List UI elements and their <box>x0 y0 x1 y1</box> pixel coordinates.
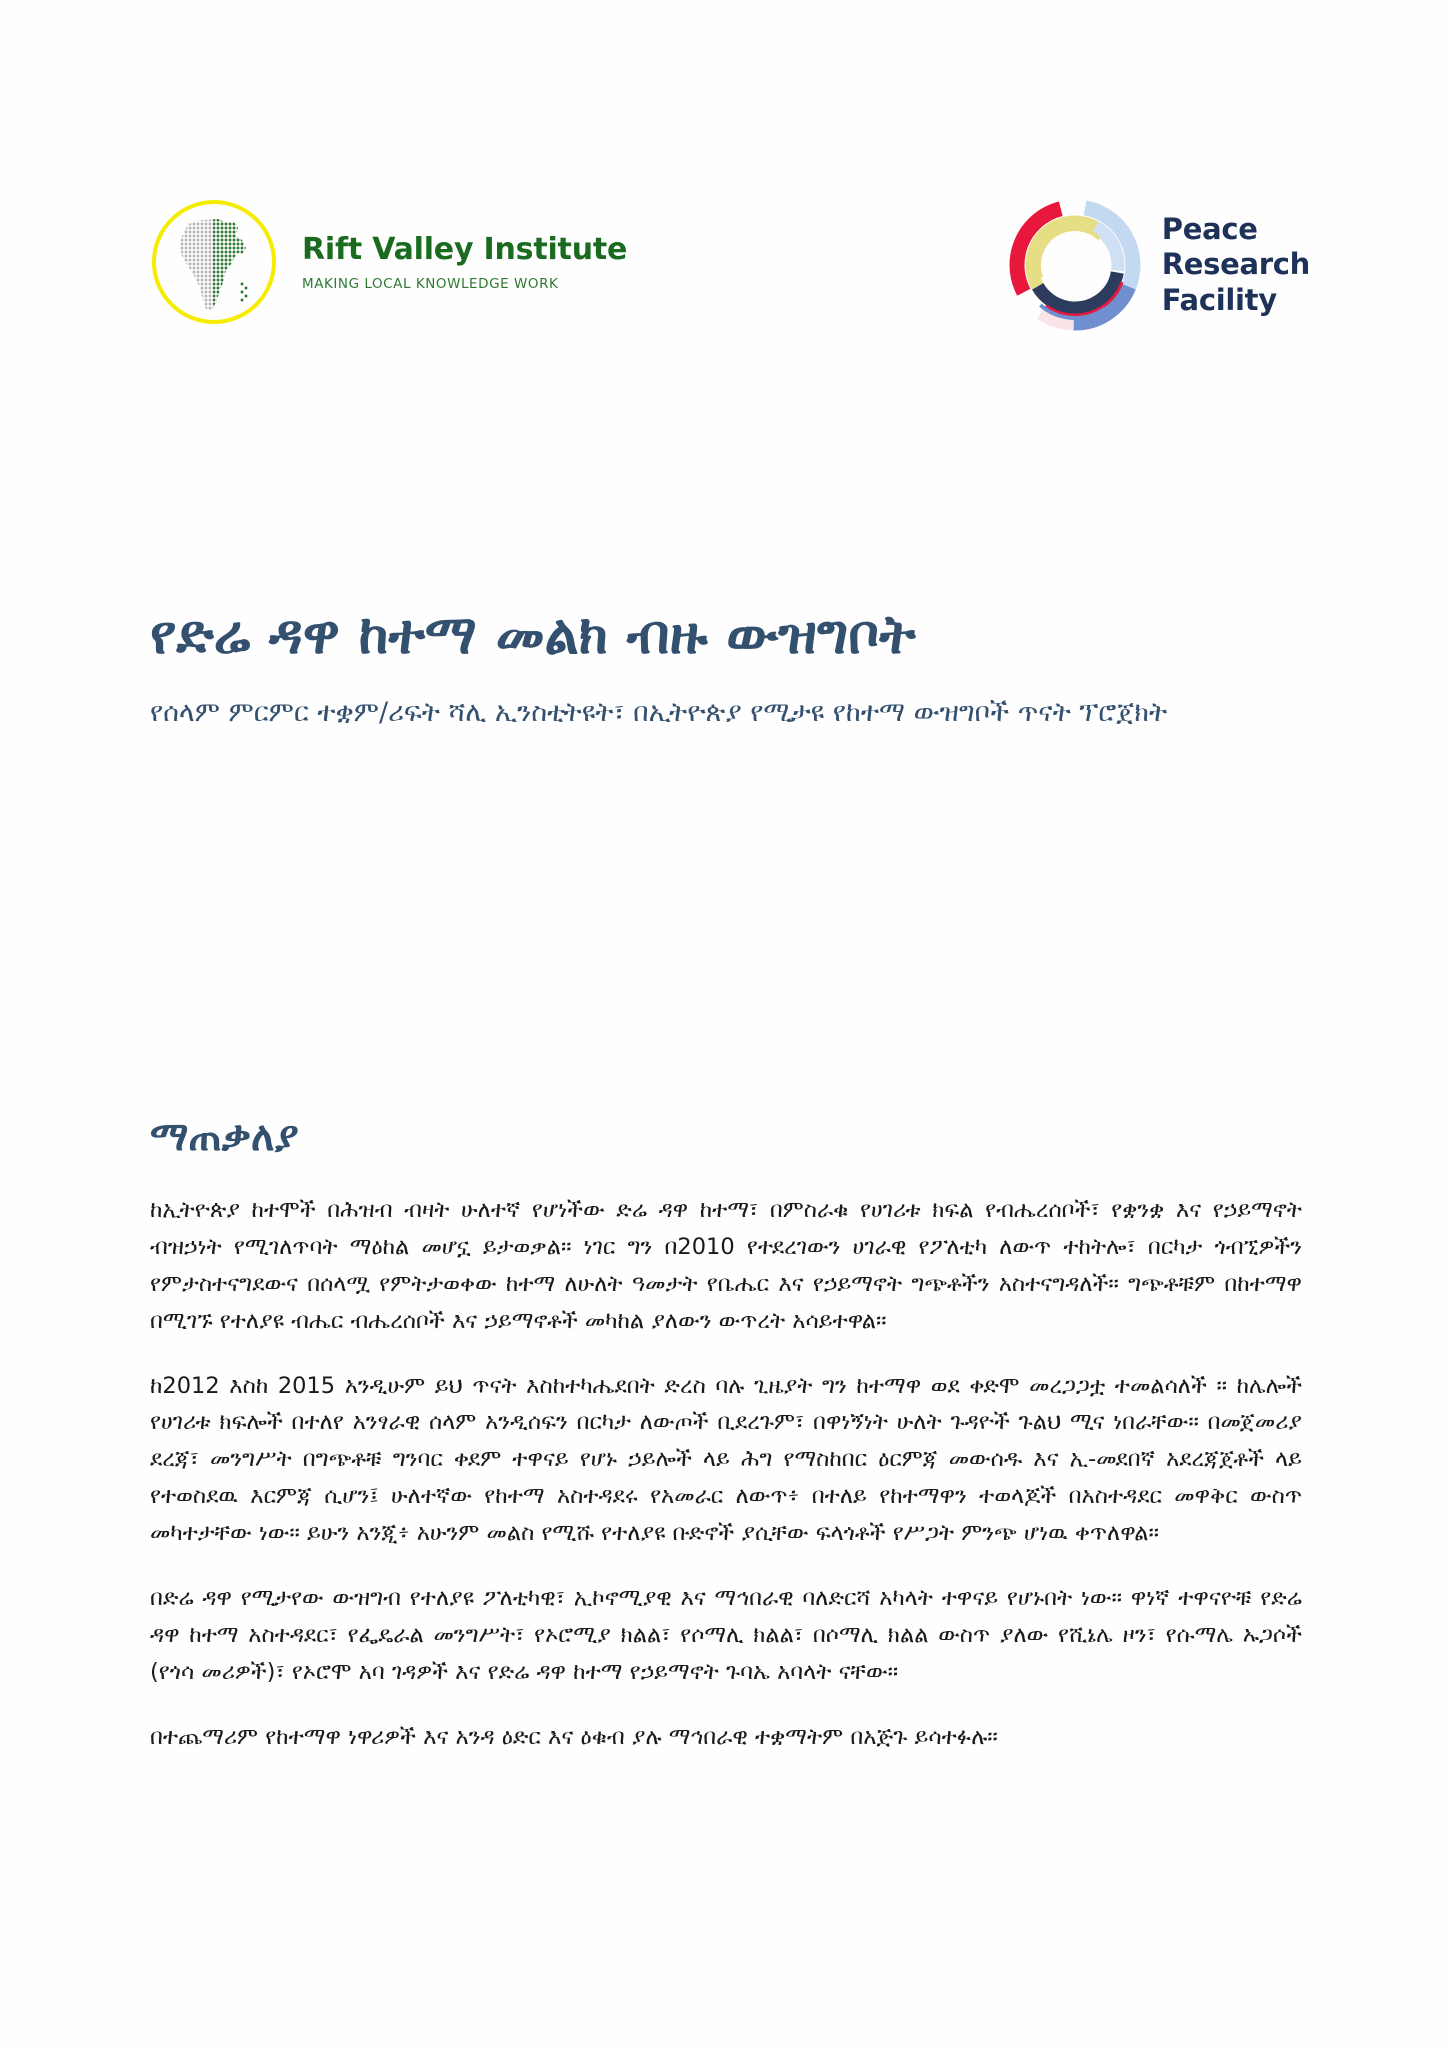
rift-valley-institute-logo <box>148 196 627 328</box>
prf-circular-arcs-icon <box>1008 198 1142 332</box>
prf-wordmark <box>1162 212 1310 318</box>
paragraph: ከ2012 እስከ 2015 አንዲሁም ይህ ጥናት እስከተካሔደበት ድረስ ባሉ ጊዜያት ግን ከተማዋ ወደ ቀድሞ መረጋጋቷ ተመልሳለች ። ከሌሎች የሀገሪቱ ክፍሎች በተለየ አንፃራዊ ሰላም አንዲሰፍን በርካታ ለውጦች ቢደረጉም፣ በዋነኝነት ሁለት ጉዳዮች ጉልህ ሚና ነበራቸው። በመጀመሪያ ደረጃ፣ መንግሥት በግጭቶቹ ግንባር ቀደም ተዋናይ የሆኑ ኃይሎች ላይ ሕግ የማስከበር ዕርምጃ መውሰዱ እና ኢ-መደበኛ አደረጃጀቶች ላይ የተወስደዉ እርምጃ ሲሆን፤ ሁለተኛው የከተማ አስተዳደሩ የአመራር ለውጥ፥ በተለይ የከተማዋን ተወላጆች በአስተዳደር መዋቅር ውስጥ መካተታቸው ነው። ይሁን አንጂ፥ አሁንም መልስ የሚሹ የተለያዩ ቡድኖች ያሲቸው ፍላጎቶች የሥጋት ምንጭ ሆነዉ ቀጥለዋል። <box>150 1372 1302 1547</box>
page-subtitle: የሰላም ምርምር ተቋም/ሪፍት ሻሊ ኢንስቲትዩት፣ በኢትዮጵያ የሚታዩ የከተማ ውዝግቦች ጥናት ፕሮጀክት <box>150 697 1168 728</box>
prf-line-1: Peace <box>1161 211 1258 246</box>
africa-dot-map-icon <box>172 210 256 314</box>
paragraph: በተጨማሪም የከተማዋ ነዋሪዎች እና አንዳ ዕድር እና ዕቁብ ያሉ ማኅበራዊ ተቋማትም በአጅጉ ይሳተፉሉ። <box>150 1723 998 1750</box>
page-title: የድሬ ዳዋ ከተማ መልክ ብዙ ውዝግቦት <box>150 603 916 667</box>
rvi-tagline: MAKING LOCAL KNOWLEDGE WORK <box>302 275 559 292</box>
prf-line-2: Research <box>1161 247 1310 282</box>
header-logo-row <box>0 196 1448 356</box>
rvi-name: Rift Valley Institute <box>302 232 628 268</box>
paragraph: ከኢትዮጵያ ከተሞች በሕዝብ ብዛት ሁለተኛ የሆነችው ድሬ ዳዋ ከተማ፣ በምስራቁ የሀገሪቱ ክፍል የብሔረሰቦች፣ የቋንቋ እና የኃይማኖት ብዝኃነት የሚገለጥባት ማዕከል መሆኗ ይታወቃል። ነገር ግን በ2010 የተደረገውን ሀገራዊ የፖለቲካ ለውጥ ተከትሎ፣ በርካታ ጎብኚዎችን የምታስተናግደውና በሰላሟ የምትታወቀው ከተማ ለሁለት ዓመታት የቤሔር እና የኃይማኖት ግጭቶችን አስተናግዳለች። ግጭቶቹም በከተማዋ በሚገኙ የተለያዩ ብሔር ብሔረሰቦች እና ኃይማኖቶች መካከል ያለውን ውጥረት አሳይተዋል። <box>150 1197 1302 1334</box>
prf-line-3: Facility <box>1161 282 1277 317</box>
rvi-wordmark <box>302 232 627 291</box>
paragraph: በድሬ ዳዋ የሚታየው ውዝግብ የተለያዩ ፖለቲካዊ፣ ኢኮኖሚያዊ እና ማኅበራዊ ባለድርሻ አካላት ተዋናይ የሆኑበት ነው። ዋነኛ ተዋናዮቹ የድሬ ዳዋ ከተማ አስተዳደር፣ የፌዴራል መንግሥት፣ የኦሮሚያ ክልል፣ የሶማሊ ክልል፣ በሶማሊ ክልል ውስጥ ያለው የሺኔሌ ዞን፣ የሱማሌ ኡጋሶች (የጎሳ መሪዎች)፣ የኦሮሞ አባ ገዳዎች እና የድሬ ዳዋ ከተማ የኃይማኖት ጉባኤ አባላት ናቸው። <box>150 1585 1302 1685</box>
peace-research-facility-logo <box>1008 198 1310 332</box>
rvi-africa-circle-icon <box>148 196 280 328</box>
summary-body <box>150 1192 1302 1756</box>
section-heading-summary: ማጠቃለያ <box>150 1114 299 1161</box>
